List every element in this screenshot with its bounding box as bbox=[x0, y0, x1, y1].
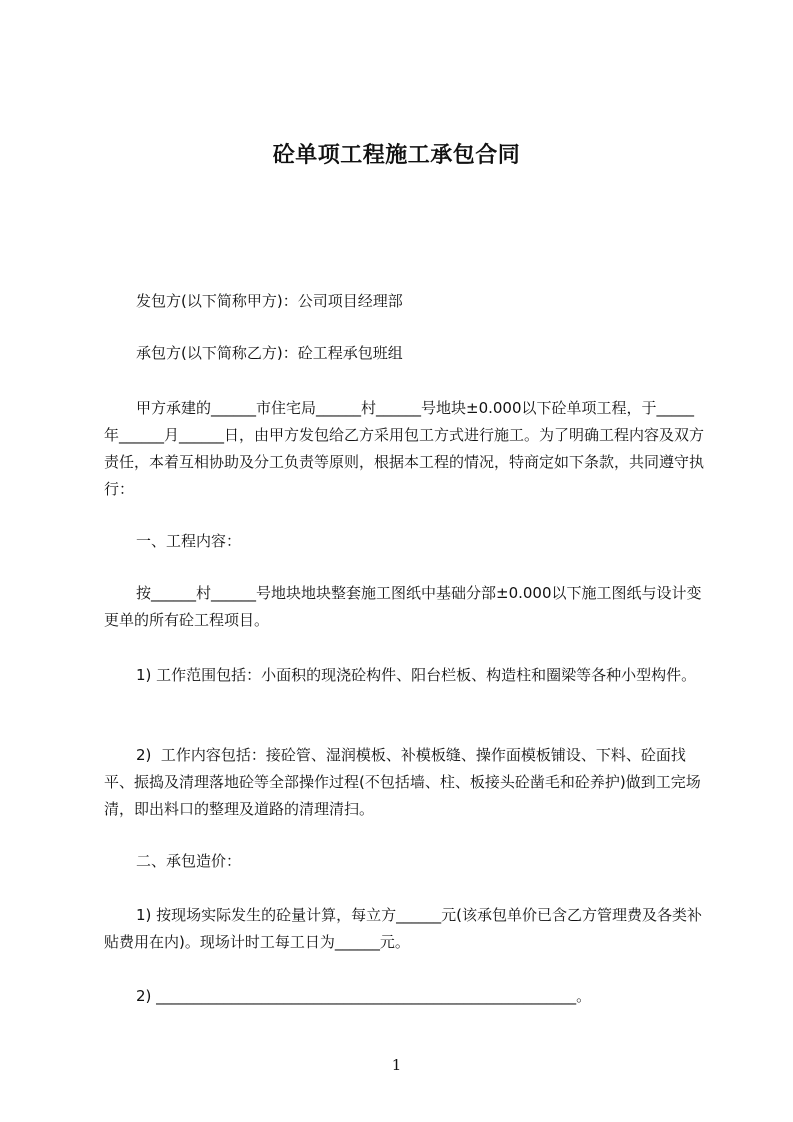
section-heading-work-content: 一、工程内容： bbox=[136, 532, 242, 550]
party-a-line: 发包方(以下简称甲方)：公司项目经理部 bbox=[136, 292, 403, 310]
price-item-2: 2) ________________________________________________________。 bbox=[136, 987, 592, 1005]
preamble-paragraph: 甲方承建的______市住宅局______村______号地块±0.000以下砼单项工程，于_____年______月______日，由甲方发包给乙方采用包工方式进行施工。为了明确工程内容及双方责任，本着互相协助及分工负责等原则，根据本工程的情况，特商定如下条款，共同遵守执行： bbox=[104, 399, 705, 498]
work-content-paragraph: 按______村______号地块地块整套施工图纸中基础分部±0.000以下施工图纸与设计变更单的所有砼工程项目。 bbox=[104, 584, 702, 629]
work-scope-item: 1) 工作范围包括：小面积的现浇砼构件、阳台栏板、构造柱和圈梁等各种小型构件。 bbox=[136, 666, 697, 684]
work-content-item: 2) 工作内容包括：接砼管、湿润模板、补模板缝、操作面模板铺设、下料、砼面找平、振捣及清理落地砼等全部操作过程(不包括墙、柱、板接头砼凿毛和砼养护)做到工完场清，即出料口的整理及道路的清理清扫。 bbox=[104, 746, 701, 818]
price-item-1: 1) 按现场实际发生的砼量计算，每立方______元(该承包单价已含乙方管理费及各类补贴费用在内)。现场计时工每工日为______元。 bbox=[104, 906, 703, 951]
document-title: 砼单项工程施工承包合同 bbox=[272, 143, 521, 168]
section-heading-contract-price: 二、承包造价： bbox=[136, 852, 242, 870]
page-number: 1 bbox=[391, 1056, 402, 1074]
party-b-line: 承包方(以下简称乙方)：砼工程承包班组 bbox=[136, 344, 403, 362]
